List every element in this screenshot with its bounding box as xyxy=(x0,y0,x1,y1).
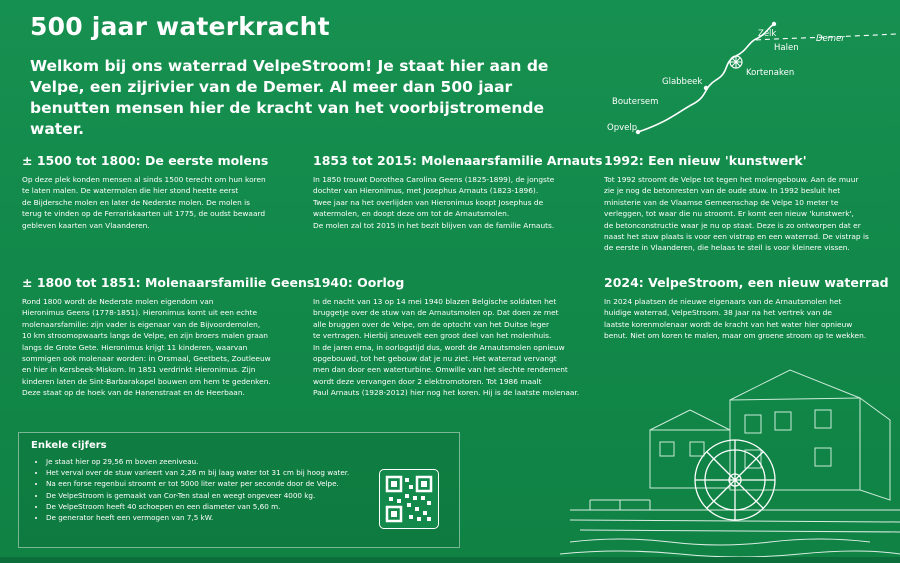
section-line: de Bijdersche molen en later de Nederste molen. De molen is xyxy=(22,197,251,207)
fact-item: • Je staat hier op 29,56 m boven zeeniveau. xyxy=(46,456,459,467)
section-heading: ± 1800 tot 1851: Molenaarsfamilie Geens xyxy=(22,275,315,290)
section-line: In 2024 plaatsen de nieuwe eigenaars van de Arnautsmolen het xyxy=(604,297,842,306)
section-line: De molen zal tot 2015 in het bezit blijven van de familie Arnauts. xyxy=(313,220,555,230)
section-heading: 1992: Een nieuw 'kunstwerk' xyxy=(604,153,807,168)
section-line: zie je nog de betonresten van de oude stuw. In 1992 besluit het xyxy=(604,186,841,196)
section-line: benut. Niet om koren te malen, maar om groene stroom op te wekken. xyxy=(604,331,867,341)
section-line: wordt deze vervangen door 2 elektromotoren. Tot 1986 maalt xyxy=(313,376,542,386)
section-line: Rond 1800 wordt de Nederste molen eigendom van xyxy=(22,297,214,306)
section-line: 10 km stroomopwaarts langs de Velpe, en zijn broers malen graan xyxy=(22,331,268,341)
section-line: de eerste in Vlaanderen, die helaas te steil is voor kleinere vissen. xyxy=(604,243,850,253)
waterwheel-icon xyxy=(730,56,742,68)
section-heading: 2024: VelpeStroom, een nieuw waterrad xyxy=(604,275,889,290)
section-line: Tot 1992 stroomt de Velpe tot tegen het molengebouw. Aan de muur xyxy=(604,175,859,184)
velpe-river-line xyxy=(638,24,777,132)
qr-code-icon[interactable] xyxy=(379,469,439,529)
section-line: In de jaren erna, in oorlogstijd dus, wordt de Arnautsmolen opnieuw xyxy=(313,342,565,352)
page-title: 500 jaar waterkracht xyxy=(30,12,330,41)
river-map xyxy=(598,12,898,142)
section-line: bruggetje over de stuw van de Arnautsmolen op. Dat doen ze met xyxy=(313,308,559,318)
section-line: Twee jaar na het overlijden van Hieronimus koopt Josephus de xyxy=(313,197,544,207)
section-line: watermolen, en doopt deze om tot de Arnautsmolen. xyxy=(313,209,510,219)
section-line: ministerie van de Vlaamse Gemeenschap de Velpe 10 meter te xyxy=(604,197,839,207)
section-line: gebleven kaarten van Vlaanderen. xyxy=(22,220,150,230)
section-line: te vertragen. Hierbij sneuvelt een groot deel van het molenhuis. xyxy=(313,331,552,341)
section-line: naast het stuw plaats is voor een vistrap en een waterrad. De vistrap is xyxy=(604,232,869,242)
section-line: Paul Arnauts (1928-2012) hier nog het koren. Hij is de laatste molenaar. xyxy=(313,388,580,398)
section-eerste-molens xyxy=(22,153,292,231)
watermill-illustration xyxy=(560,360,900,560)
section-line: Hieronimus Geens (1778-1851). Hieronimus komt uit een echte xyxy=(22,308,258,318)
section-line: Deze staat op de hoek van de Hanenstraat en de Heerbaan. xyxy=(22,388,245,398)
map-label-zelk: Zelk xyxy=(758,29,777,39)
section-velpestroom-2024 xyxy=(604,275,894,342)
section-line: opgebouwd, tot het gebouw dat je nu ziet. Het waterrad vervangt xyxy=(313,354,557,364)
map-label-kortenaken: Kortenaken xyxy=(746,68,795,78)
section-line: kinderen laten de Sint-Barbarakapel bouwen om hem te gedenken. xyxy=(22,376,271,386)
map-label-opvelp: Opvelp xyxy=(607,123,638,133)
section-line: molenaarsfamilie: zijn vader is eigenaar van de Bijvoordemolen, xyxy=(22,319,261,329)
fact-item: • Het verval over de stuw varieert van 2,26 m bij laag water tot 31 cm bij hoog water. xyxy=(46,467,459,478)
waterwheel-drawing xyxy=(695,440,775,520)
section-line: langs de Grote Gete. Hieronimus krijgt 11 kinderen, waarvan xyxy=(22,342,248,352)
board-frame xyxy=(0,557,900,563)
section-heading: 1853 tot 2015: Molenaarsfamilie Arnauts xyxy=(313,153,603,168)
section-line: verleggen, tot waar die nu stroomt. Er komt een nieuw 'kunstwerk', xyxy=(604,209,854,219)
section-line: Op deze plek konden mensen al sinds 1500 terecht om hun koren xyxy=(22,175,266,184)
map-label-glabbeek: Glabbeek xyxy=(662,77,703,87)
section-line: dochter van Hieronimus, met Josephus Arnauts (1823-1896). xyxy=(313,186,539,196)
section-line: terug te vinden op de Ferrariskaarten uit 1775, de oudst bewaard xyxy=(22,209,266,219)
section-line: In 1850 trouwt Dorothea Carolina Geens (1825-1899), de jongste xyxy=(313,175,555,184)
fact-item: • De VelpeStroom heeft 40 schoepen en een diameter van 5,60 m. xyxy=(46,501,459,512)
section-line: alle bruggen over de Velpe, om de optocht van het Duitse leger xyxy=(313,319,549,329)
section-oorlog xyxy=(313,275,593,399)
section-line: te laten malen. De watermolen die hier stond heette eerst xyxy=(22,186,239,196)
section-line: men dan door een waterturbine. Omwille van het slechte rendement xyxy=(313,365,568,375)
map-label-halen: Halen xyxy=(774,43,799,53)
section-line: sommigen ook molenaar worden: in Orsmaal, Geetbets, Zoutleeuw xyxy=(22,354,271,364)
fact-item: • De VelpeStroom is gemaakt van Cor-Ten staal en weegt ongeveer 4000 kg. xyxy=(46,490,459,501)
facts-heading: Enkele cijfers xyxy=(31,440,107,451)
map-label-demer: Demer xyxy=(816,34,845,44)
section-familie-arnauts xyxy=(313,153,603,231)
section-nieuw-kunstwerk xyxy=(604,153,894,254)
section-familie-geens xyxy=(22,275,315,399)
section-line: en hier in Kersbeek-Miskom. In 1851 verdrinkt Hieronimus. Zijn xyxy=(22,365,256,375)
section-heading: 1940: Oorlog xyxy=(313,275,405,290)
section-line: de betonconstructie waar je nu op staat. Deze is zo ontworpen dat er xyxy=(604,220,861,230)
map-label-boutersem: Boutersem xyxy=(612,97,659,107)
section-heading: ± 1500 tot 1800: De eerste molens xyxy=(22,153,269,168)
fact-item: • De generator heeft een vermogen van 7,5 kW. xyxy=(46,512,459,523)
fact-item: • Na een forse regenbui stroomt er tot 5000 liter water per seconde door de Velpe. xyxy=(46,478,459,489)
section-line: In de nacht van 13 op 14 mei 1940 blazen Belgische soldaten het xyxy=(313,297,557,306)
section-line: huidige waterrad, VelpeStroom. 38 Jaar na het vertrek van de xyxy=(604,308,832,318)
section-line: laatste korenmolenaar wordt de kracht van het water hier opnieuw xyxy=(604,319,853,329)
intro-text: Welkom bij ons waterrad VelpeStroom! Je staat hier aan de Velpe, een zijrivier van de Demer. Al meer dan 500 jaar benutten mensen hier de kracht van het voorbijstromende water. xyxy=(30,57,549,138)
